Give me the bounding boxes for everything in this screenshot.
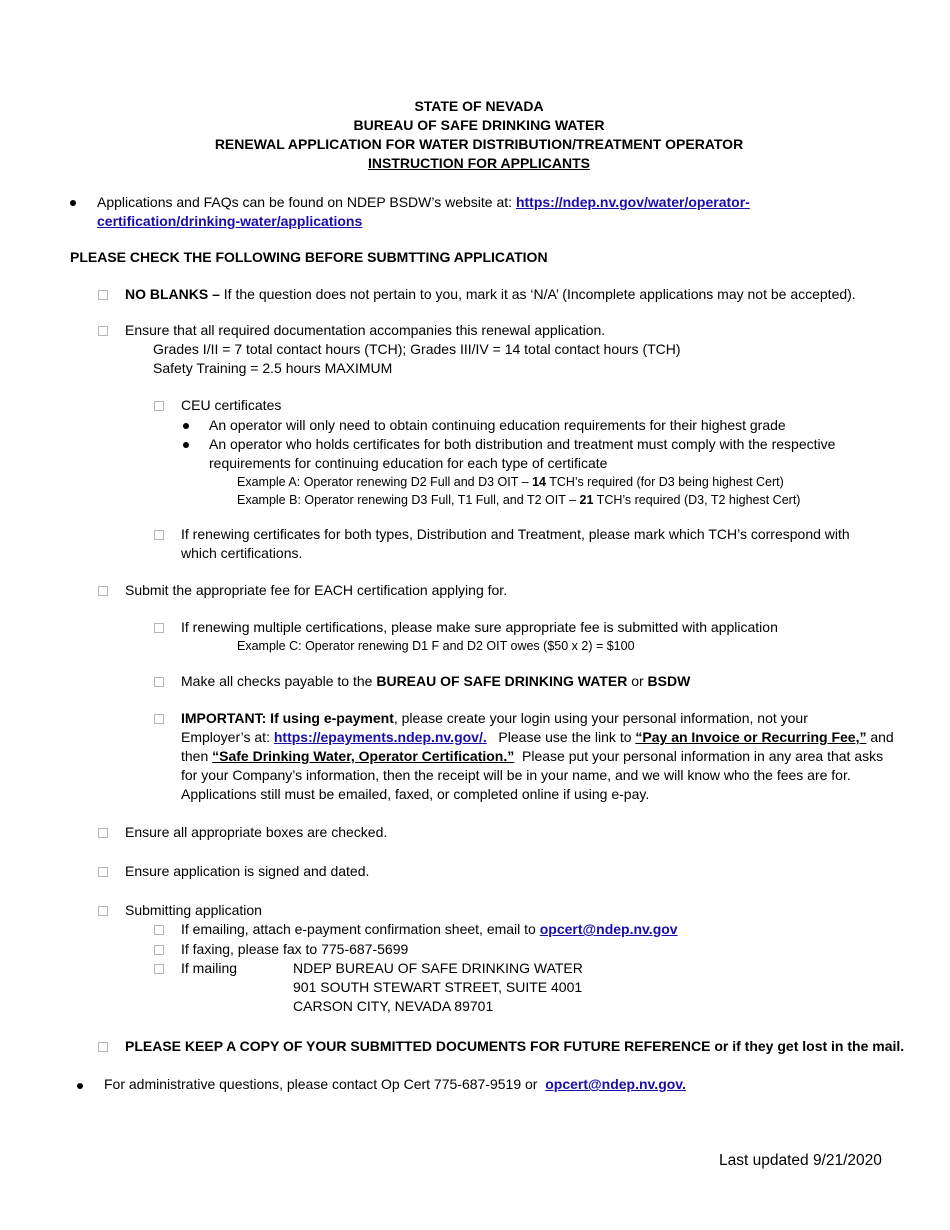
opcert-email-link[interactable]: opcert@ndep.nv.gov	[539, 921, 678, 937]
bullet-icon	[183, 423, 189, 429]
checkbox-icon	[154, 945, 164, 955]
checkbox-icon	[98, 290, 108, 300]
epayments-link[interactable]: https://epayments.ndep.nv.gov/.	[273, 729, 487, 745]
ceu-bullet-both-types: An operator who holds certificates for both distribution and treatment must comply with the respective	[209, 436, 836, 452]
bsdw-website-link[interactable]: https://ndep.nv.gov/water/operator-	[515, 194, 750, 210]
signed-dated-item: Ensure application is signed and dated.	[125, 863, 370, 879]
grades-tch: Grades I/II = 7 total contact hours (TCH); Grades III/IV = 14 total contact hours (TCH)	[153, 341, 681, 357]
checkbox-icon	[154, 714, 164, 724]
safety-training: Safety Training = 2.5 hours MAXIMUM	[153, 360, 393, 376]
example-c: Example C: Operator renewing D1 F and D2 OIT owes ($50 x 2) = $100	[237, 639, 635, 653]
checkbox-icon	[154, 925, 164, 935]
admin-email-link[interactable]: opcert@ndep.nv.gov.	[545, 1076, 686, 1092]
ceu-bullet-both-types-cont: requirements for continuing education for each type of certificate	[209, 455, 608, 471]
bsdw-website-link-cont[interactable]: certification/drinking-water/applications	[97, 213, 363, 229]
mail-option: If mailing	[181, 960, 238, 976]
fax-option: If faxing, please fax to 775-687-5699	[181, 941, 409, 957]
title-application: RENEWAL APPLICATION FOR WATER DISTRIBUTION/TREATMENT OPERATOR	[214, 136, 744, 152]
email-option: If emailing, attach e-payment confirmation sheet, email to opcert@ndep.nv.gov	[181, 921, 678, 937]
checks-payable-item: Make all checks payable to the BUREAU OF SAFE DRINKING WATER or BSDW	[181, 673, 691, 689]
example-b: Example B: Operator renewing D3 Full, T1 Full, and T2 OIT – 21 TCH’s required (D3, T2 highest Cert)	[237, 493, 801, 507]
checkbox-icon	[98, 586, 108, 596]
boxes-checked-item: Ensure all appropriate boxes are checked.	[125, 824, 388, 840]
checkbox-icon	[154, 401, 164, 411]
title-instructions: INSTRUCTION FOR APPLICANTS	[368, 155, 590, 171]
checkbox-icon	[98, 867, 108, 877]
example-a: Example A: Operator renewing D2 Full and D3 OIT – 14 TCH’s required (for D3 being highest Cert)	[237, 475, 784, 489]
checklist-heading: PLEASE CHECK THE FOLLOWING BEFORE SUBMTTING APPLICATION	[70, 249, 548, 265]
title-bureau: BUREAU OF SAFE DRINKING WATER	[353, 117, 605, 133]
submitting-item: Submitting application	[125, 902, 262, 918]
checkbox-icon	[98, 1042, 108, 1052]
fee-item: Submit the appropriate fee for EACH certification applying for.	[125, 582, 508, 598]
epayment-line-5: Applications still must be emailed, faxed, or completed online if using e-pay.	[181, 786, 650, 802]
mailing-address-line-1: NDEP BUREAU OF SAFE DRINKING WATER	[293, 960, 583, 976]
admin-contact: For administrative questions, please contact Op Cert 775-687-9519 or opcert@ndep.nv.gov.	[104, 1076, 686, 1092]
checkbox-icon	[154, 677, 164, 687]
checkbox-icon	[154, 964, 164, 974]
bullet-icon	[77, 1083, 83, 1089]
ceu-bullet-highest-grade: An operator will only need to obtain continuing education requirements for their highest grade	[209, 417, 786, 433]
both-types-item-cont: which certifications.	[181, 545, 303, 561]
intro-line: Applications and FAQs can be found on NDEP BSDW’s website at: https://ndep.nv.gov/water/operator-	[97, 194, 750, 210]
checkbox-icon	[154, 623, 164, 633]
last-updated: Last updated 9/21/2020	[719, 1152, 882, 1169]
checkbox-icon	[98, 828, 108, 838]
documentation-item: Ensure that all required documentation accompanies this renewal application.	[125, 322, 606, 338]
ceu-certificates: CEU certificates	[181, 397, 282, 413]
title-state: STATE OF NEVADA	[414, 98, 544, 114]
keep-copy-item: PLEASE KEEP A COPY OF YOUR SUBMITTED DOCUMENTS FOR FUTURE REFERENCE or if they get lost in the mail.	[125, 1038, 905, 1054]
mailing-address-line-2: 901 SOUTH STEWART STREET, SUITE 4001	[293, 979, 583, 995]
bullet-icon	[70, 200, 76, 206]
multiple-certs-item: If renewing multiple certifications, please make sure appropriate fee is submitted with application	[181, 619, 778, 635]
bullet-icon	[183, 442, 189, 448]
mailing-address-line-3: CARSON CITY, NEVADA 89701	[293, 998, 494, 1014]
epayment-line-4: for your Company’s information, then the receipt will be in your name, and we will know who the fees are for.	[181, 767, 851, 783]
checkbox-icon	[98, 326, 108, 336]
no-blanks-item: NO BLANKS – If the question does not pertain to you, mark it as ‘N/A’ (Incomplete applications may not be accepted).	[125, 286, 856, 302]
epayment-item: IMPORTANT: If using e-payment, please create your login using your personal information, not your	[181, 710, 808, 726]
checkbox-icon	[98, 906, 108, 916]
both-types-item: If renewing certificates for both types, Distribution and Treatment, please mark which TCH’s correspond with	[181, 526, 850, 542]
checkbox-icon	[154, 530, 164, 540]
epayment-line-2: Employer’s at: https://epayments.ndep.nv.gov/. Please use the link to “Pay an Invoice or Recurring Fee,” and	[181, 729, 894, 745]
epayment-line-3: then “Safe Drinking Water, Operator Certification.” Please put your personal information in any area that asks	[181, 748, 884, 764]
